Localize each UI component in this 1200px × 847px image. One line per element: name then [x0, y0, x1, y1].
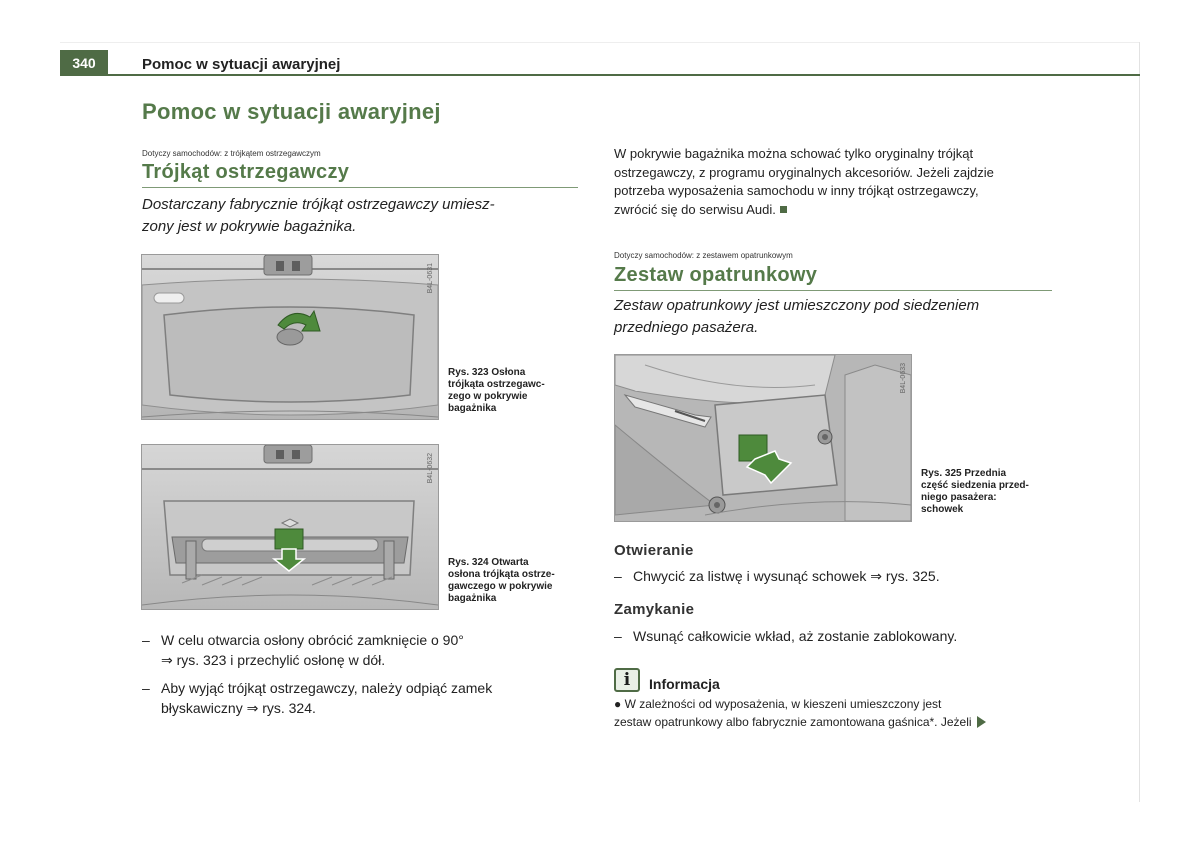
info-icon: i: [614, 668, 640, 692]
header-rule: [60, 74, 1140, 76]
page-border-top: [60, 42, 1140, 43]
figure-open-cover: [141, 444, 439, 610]
figure-caption: Rys. 324 Otwarta osłona trójkąta ostrze- gawczego w pokrywie bagażnika: [448, 557, 555, 604]
figure-code: B4L-0633: [900, 363, 907, 394]
section-title-warning-triangle: Trójkąt ostrzegawczy: [142, 161, 350, 183]
info-text: ● W zależności od wyposażenia, w kieszeni umieszczony jest zestaw opatrunkowy albo fabrycznie zamontowana gaśnica*. Jeżeli: [614, 695, 1074, 731]
running-header-title: Pomoc w sytuacji awaryjnej: [142, 56, 341, 73]
instruction-step: – Chwycić za listwę i wysunąć schowek ⇒ rys. 325.: [614, 568, 940, 584]
section-lead-text: Dostarczany fabrycznie trójkąt ostrzegawczy umiesz- zony jest w pokrywie bagażnika.: [142, 196, 495, 235]
instruction-step: – Aby wyjąć trójkąt ostrzegawczy, należy odpiąć zamek błyskawiczny ⇒ rys. 324.: [142, 680, 493, 716]
applies-to-note: Dotyczy samochodów: z zestawem opatrunkowym: [614, 251, 793, 260]
section-rule: [142, 187, 578, 188]
applies-to-note: Dotyczy samochodów: z trójkątem ostrzegawczym: [142, 149, 321, 158]
accessory-note: W pokrywie bagażnika można schować tylko oryginalny trójkąt ostrzegawczy, z programu oryginalnych akcesoriów. Jeżeli zajdzie potrzeba wyposażenia samochodu w inny trójkąt ostrzegawczy, zwrócić się do serwisu Audi.: [614, 146, 994, 217]
info-title: Informacja: [649, 676, 720, 692]
figure-caption: Rys. 323 Osłona trójkąta ostrzegawc- zego w pokrywie bagażnika: [448, 367, 545, 414]
instruction-step: – W celu otwarcia osłony obrócić zamknięcie o 90° ⇒ rys. 323 i przechylić osłonę w dół.: [142, 632, 464, 668]
page-border-right: [1139, 42, 1140, 802]
section-lead-text: Zestaw opatrunkowy jest umieszczony pod siedzeniem przedniego pasażera.: [614, 297, 980, 336]
section-title-first-aid-kit: Zestaw opatrunkowy: [614, 264, 818, 286]
chapter-title: Pomoc w sytuacji awaryjnej: [142, 99, 441, 124]
figure-seat-drawer: [614, 354, 912, 522]
figure-trunk-lid-cover: [141, 254, 439, 420]
figure-code: B4L-0632: [427, 453, 434, 484]
section-rule: [614, 290, 1052, 291]
end-of-section-mark: [780, 206, 787, 213]
continue-arrow-icon: [977, 716, 986, 728]
subheading-closing: Zamykanie: [614, 601, 695, 618]
subheading-opening: Otwieranie: [614, 542, 694, 559]
instruction-step: – Wsunąć całkowicie wkład, aż zostanie zablokowany.: [614, 628, 958, 644]
figure-caption: Rys. 325 Przednia część siedzenia przed- niego pasażera: schowek: [921, 468, 1029, 515]
figure-code: B4L-0631: [427, 263, 434, 294]
page-number: 340: [60, 50, 108, 76]
